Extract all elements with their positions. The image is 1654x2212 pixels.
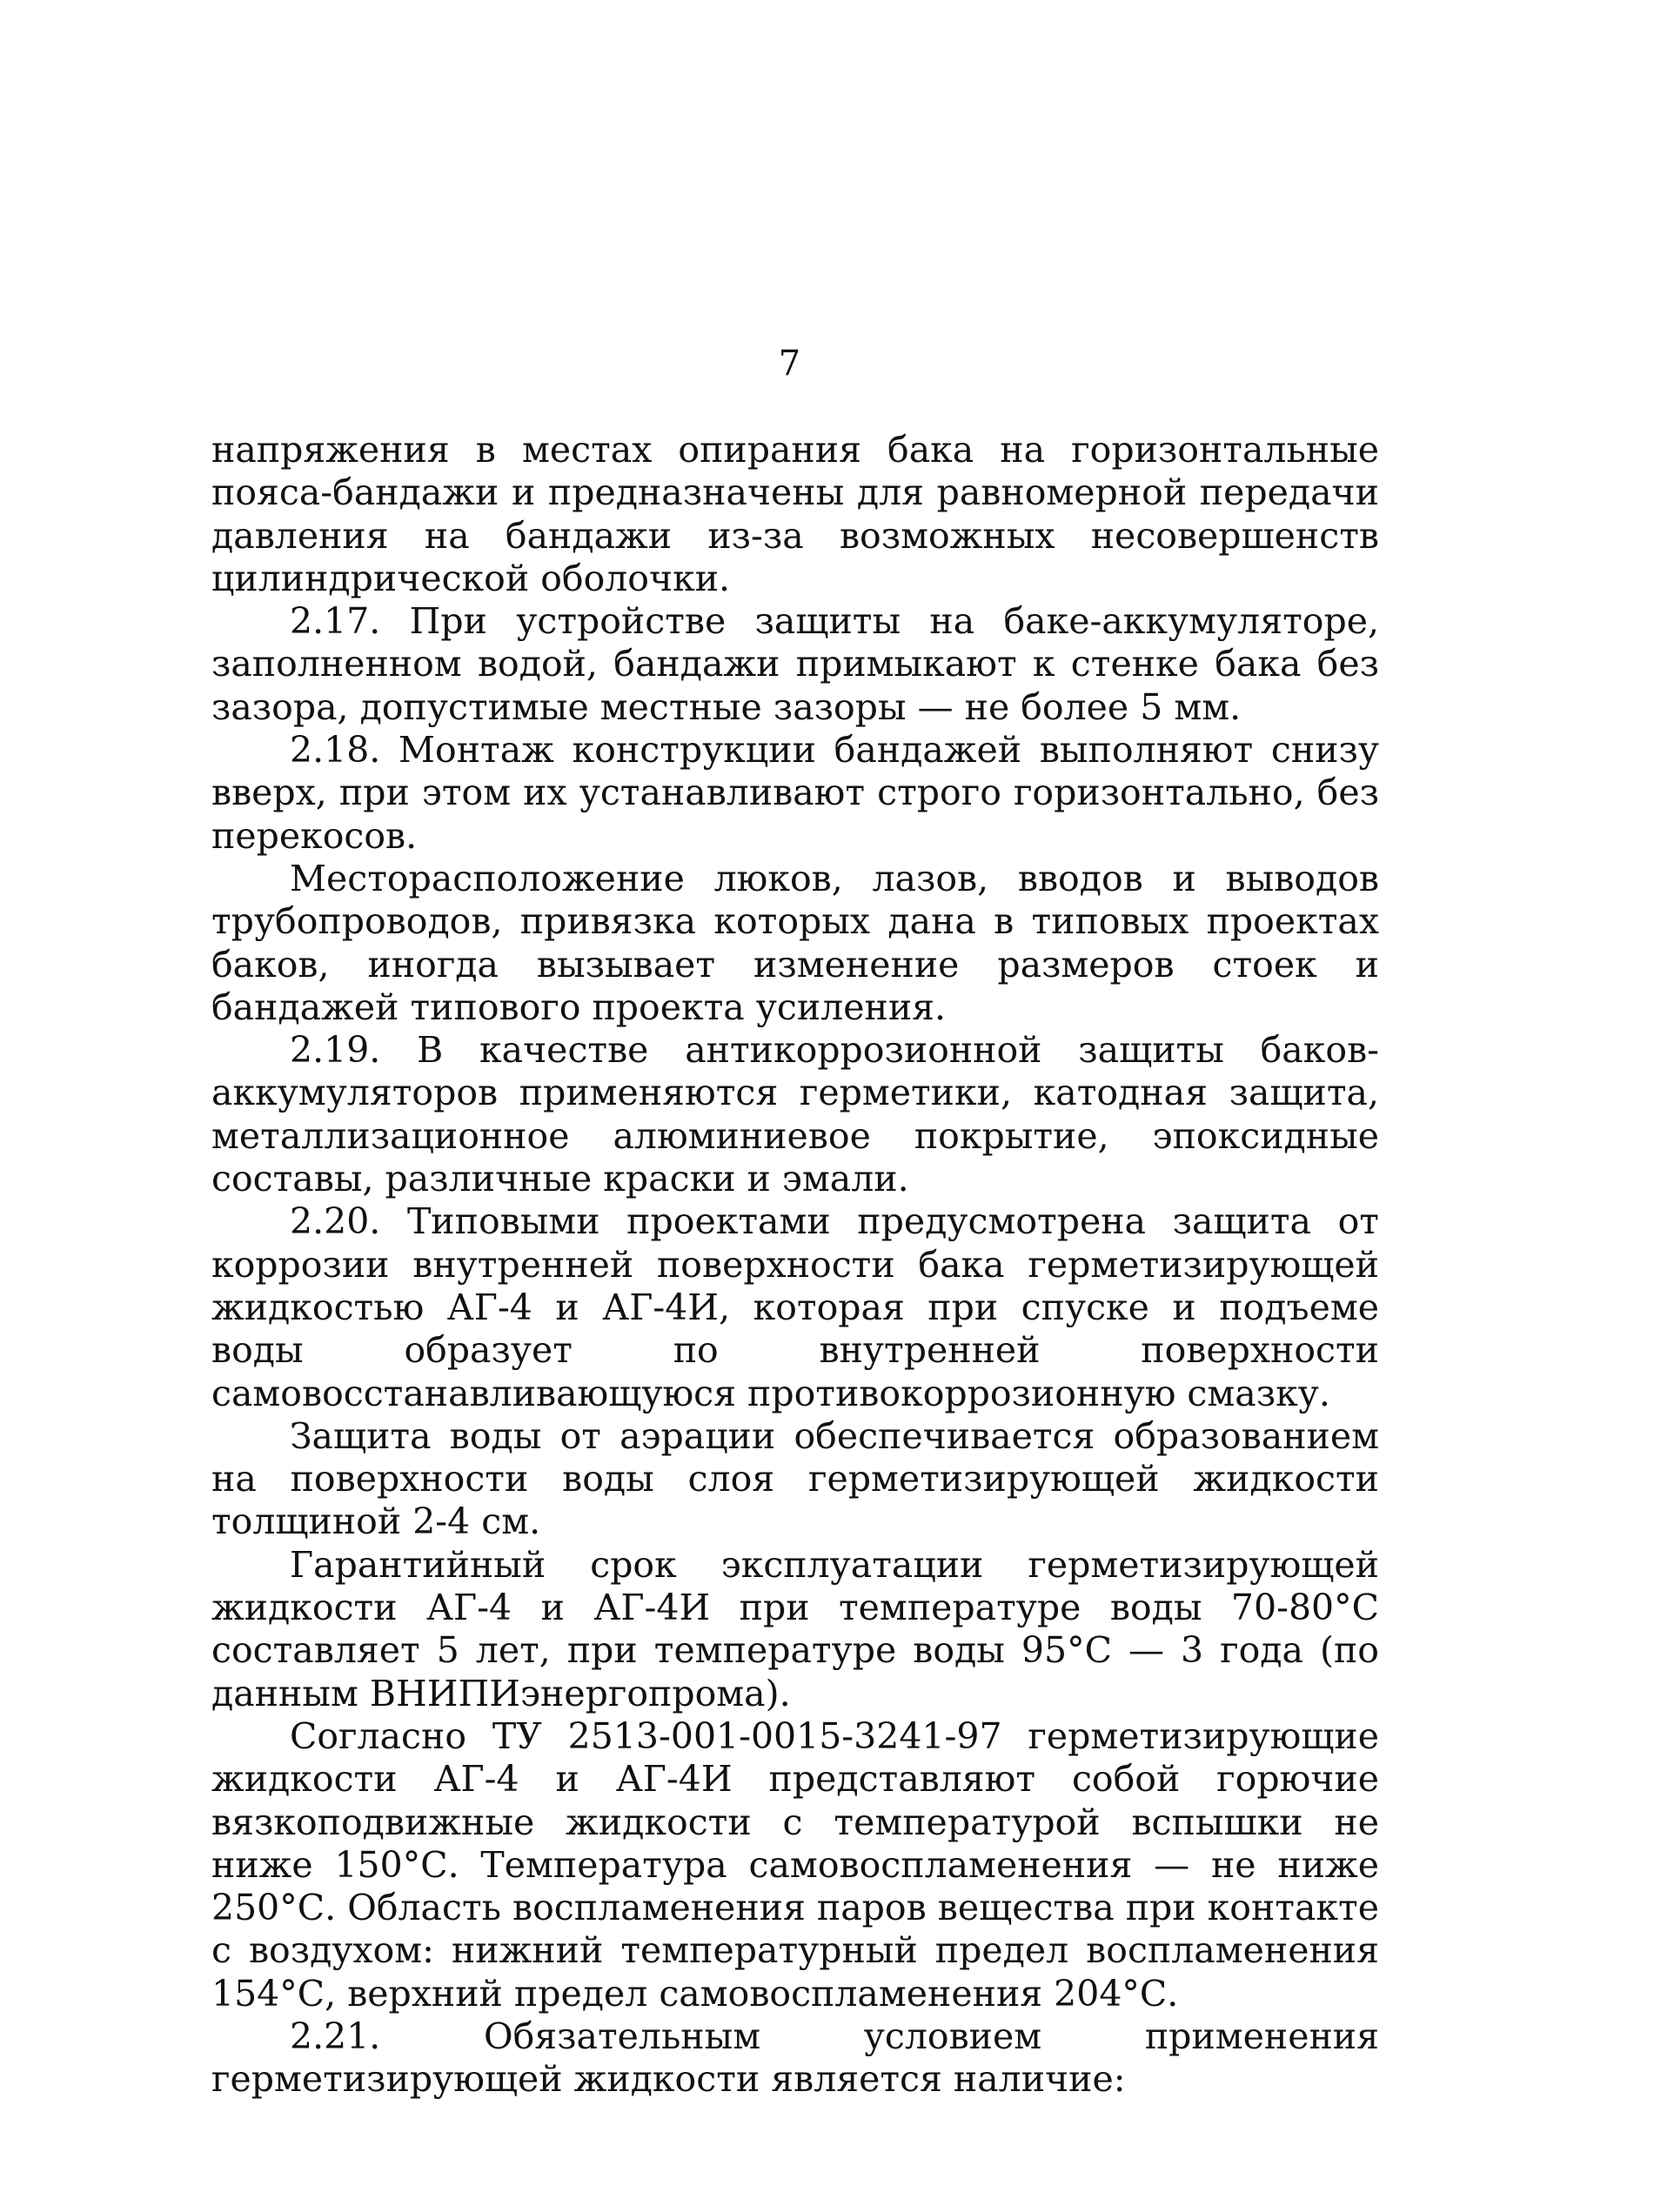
- paragraph-2-20: 2.20. Типовыми проектами предусмотрена защита от коррозии внутренней поверхности бака герметизирующей жидкостью АГ-4 и АГ-4И, которая при спуске и подъеме воды образует по внутренней поверхности самовосстанавливающуюся противокоррозионную смазку.: [211, 1200, 1379, 1414]
- page-number: 7: [778, 344, 801, 384]
- body-text: [211, 429, 1379, 2102]
- paragraph-2-21: 2.21. Обязательным условием применения герметизирующей жидкости является наличие:: [211, 2015, 1379, 2101]
- paragraph-warranty: Гарантийный срок эксплуатации герметизирующей жидкости АГ-4 и АГ-4И при температуре воды 70-80°С составляет 5 лет, при температуре воды 95°С — 3 года (по данным ВНИПИэнергопрома).: [211, 1543, 1379, 1714]
- paragraph-2-17: 2.17. При устройстве защиты на баке-аккумуляторе, заполненном водой, бандажи примыкают к стенке бака без зазора, допустимые местные зазоры — не более 5 мм.: [211, 600, 1379, 728]
- paragraph-specification: Согласно ТУ 2513-001-0015-3241-97 герметизирующие жидкости АГ-4 и АГ-4И представляют собой горючие вязкоподвижные жидкости с температурой вспышки не ниже 150°С. Температура самовоспламенения — не ниже 250°С. Область воспламенения паров вещества при контакте с воздухом: нижний температурный предел воспламенения 154°С, верхний предел самовоспламенения 204°С.: [211, 1714, 1379, 2015]
- paragraph-aeration: Защита воды от аэрации обеспечивается образованием на поверхности воды слоя герметизирующей жидкости толщиной 2-4 см.: [211, 1414, 1379, 1543]
- paragraph-location: Месторасположение люков, лазов, вводов и выводов трубопроводов, привязка которых дана в типовых проектах баков, иногда вызывает изменение размеров стоек и бандажей типового проекта усиления.: [211, 857, 1379, 1028]
- paragraph-2-18: 2.18. Монтаж конструкции бандажей выполняют снизу вверх, при этом их устанавливают строго горизонтально, без перекосов.: [211, 729, 1379, 857]
- paragraph-continuation: напряжения в местах опирания бака на горизонтальные пояса-бандажи и предназначены для равномерной передачи давления на бандажи из-за возможных несовершенств цилиндрической оболочки.: [211, 429, 1379, 599]
- paragraph-2-19: 2.19. В качестве антикоррозионной защиты баков-аккумуляторов применяются герметики, катодная защита, металлизационное алюминиевое покрытие, эпоксидные составы, различные краски и эмали.: [211, 1029, 1379, 1200]
